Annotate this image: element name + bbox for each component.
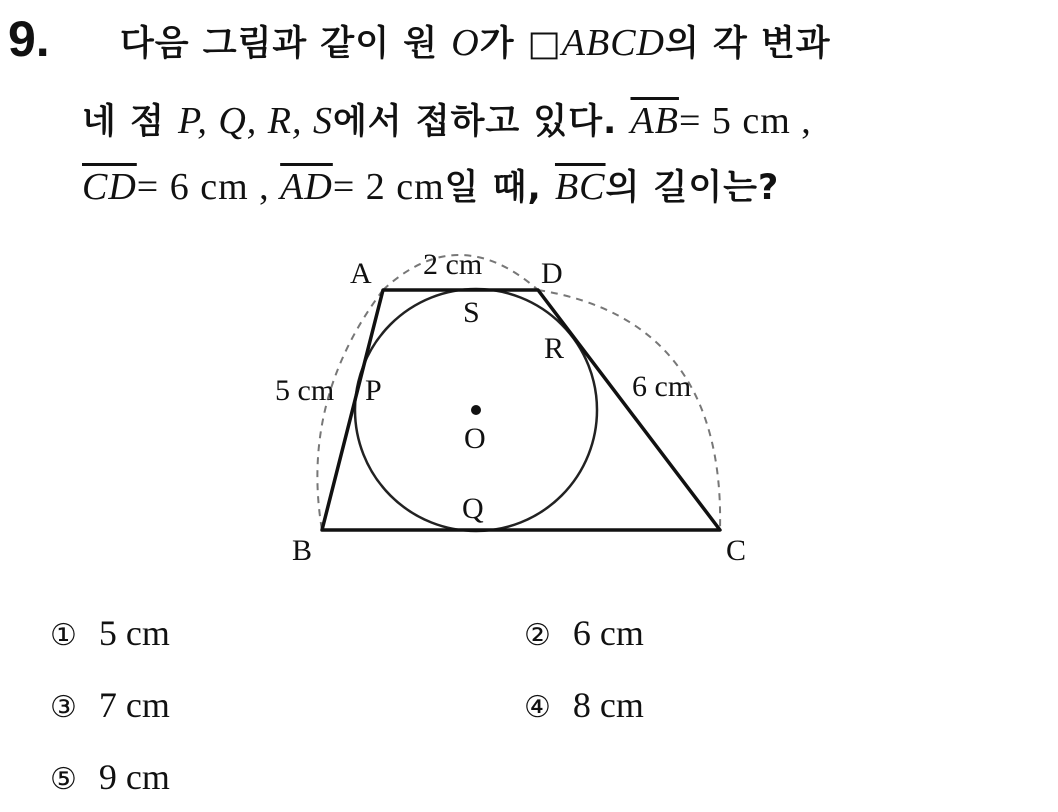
choice-marker: ④ <box>524 690 551 725</box>
choice-marker: ② <box>524 618 551 653</box>
choice-1[interactable] <box>50 612 170 654</box>
vertex-label-b: B <box>292 534 313 567</box>
choice-text: 8 cm <box>572 685 644 725</box>
tangent-label-q: Q <box>462 492 484 525</box>
choice-text: 9 cm <box>98 757 170 797</box>
math-eq-ad: = 2 cm <box>332 166 445 208</box>
problem-number: 9. <box>8 11 50 67</box>
choice-3[interactable] <box>50 684 170 726</box>
choice-4[interactable] <box>524 684 644 726</box>
center-point <box>471 405 481 415</box>
choice-text: 5 cm <box>98 613 170 653</box>
question-text: 다음 그림과 같이 원 <box>120 24 452 64</box>
math-quadrilateral: ABCD <box>561 22 665 64</box>
choice-marker: ③ <box>50 690 77 725</box>
choice-text: 7 cm <box>98 685 170 725</box>
math-segment-ad: $\overline{AD}$ <box>280 166 333 208</box>
math-segment-bc: $\overline{BC}$ <box>554 166 606 208</box>
math-segment-ab: $\overline{AB}$ <box>630 100 679 142</box>
vertex-label-d: D <box>541 257 563 290</box>
question-text: 에서 접하고 있다. <box>332 102 631 142</box>
vertex-label-c: C <box>726 534 747 567</box>
tangent-label-r: R <box>544 332 565 365</box>
question-text: 가 □ <box>479 24 562 64</box>
choice-marker: ⑤ <box>50 762 77 797</box>
question-text: 네 점 <box>82 102 178 142</box>
choice-marker: ① <box>50 618 77 653</box>
choice-text: 6 cm <box>572 613 644 653</box>
tangent-label-s: S <box>463 296 480 329</box>
math-points: P, Q, R, S <box>178 100 333 142</box>
vertex-label-a: A <box>350 257 372 290</box>
math-eq-cd: = 6 cm , <box>136 166 281 208</box>
tangent-label-p: P <box>365 374 382 407</box>
question-text: 의 각 변과 <box>664 24 831 64</box>
length-label-cd: 6 cm <box>632 370 692 403</box>
math-eq-ab: = 5 cm , <box>678 100 812 142</box>
choice-2[interactable] <box>524 612 644 654</box>
math-circle-o: O <box>451 22 480 64</box>
question-text: 의 길이는? <box>605 168 780 208</box>
length-label-ab: 5 cm <box>275 374 335 407</box>
math-segment-cd: $\overline{CD}$ <box>82 166 137 208</box>
center-label-o: O <box>464 422 486 455</box>
trapezoid-abcd <box>322 290 720 530</box>
question-text: 일 때, <box>444 168 555 208</box>
length-label-ad: 2 cm <box>423 248 483 281</box>
choice-5[interactable] <box>50 756 170 798</box>
